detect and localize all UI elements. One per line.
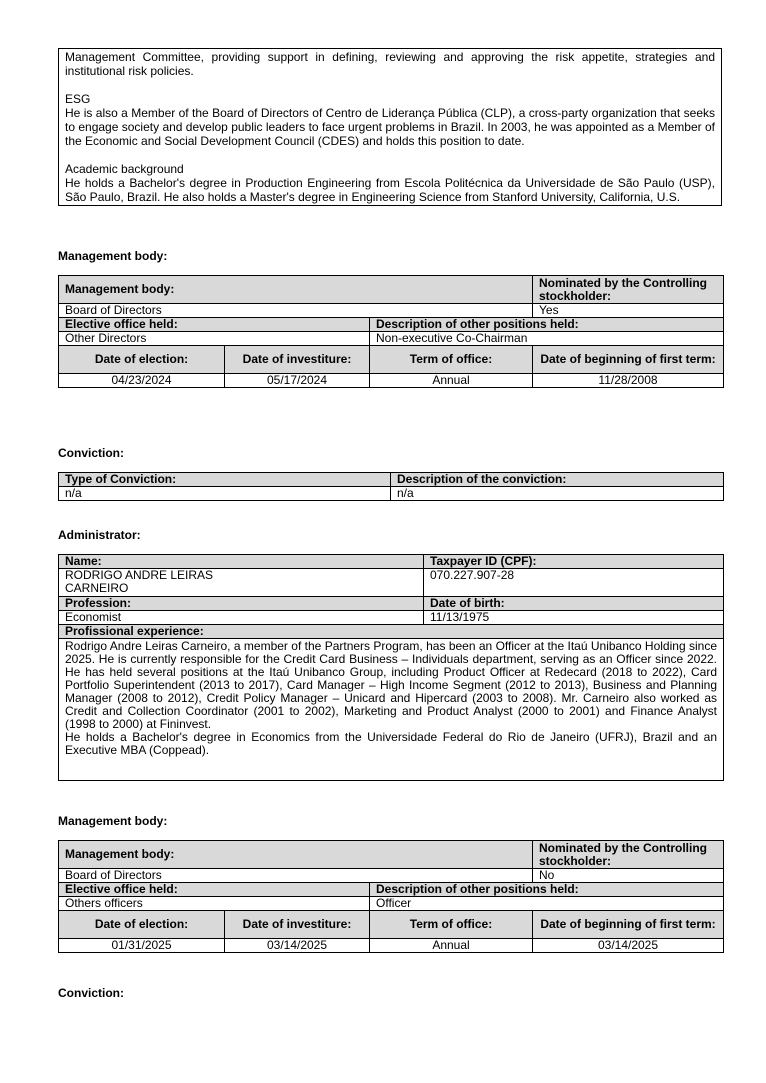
name-header: Name:: [59, 555, 424, 569]
nominated-value: No: [533, 869, 724, 883]
elective-office-value: Others officers: [59, 897, 370, 911]
term-header: Term of office:: [370, 911, 533, 939]
management-body-heading-2: Management body:: [58, 814, 168, 828]
academic-title: Academic background: [65, 162, 184, 176]
experience-text: Rodrigo Andre Leiras Carneiro, a member of the Partners Program, has been an Officer at the Itaú Unibanco Holding since 2025. He is currently responsible for the Credit Card Business – Individuals department, serving as an Officer since 2022. He has held several positions at the Itaú Unibanco Group, including Product Officer at Redecard (2018 to 2022), Card Portfolio Superintendent (2013 to 2017), Card Manager – High Income Segment (2012 to 2013), Business and Planning Manager (2008 to 2012), Credit Policy Manager – Unicard and Hipercard (2003 to 2008). Mr. Carneiro also worked as Credit and Collection Coordinator (2001 to 2002), Marketing and Product Analyst (2000 to 2001) and Finance Analyst (1998 to 2000) at Fininvest.: [65, 639, 717, 731]
administrator-table: [58, 554, 724, 781]
election-date-header: Date of election:: [59, 911, 225, 939]
management-body-value: Board of Directors: [59, 304, 533, 318]
elective-office-header: Elective office held:: [59, 883, 370, 897]
elective-office-value: Other Directors: [59, 332, 370, 346]
other-positions-header: Description of other positions held:: [370, 318, 724, 332]
term-value: Annual: [370, 374, 533, 388]
conviction-description-header: Description of the conviction:: [391, 473, 724, 487]
management-body-header: Management body:: [59, 276, 533, 304]
administrator-heading: Administrator:: [58, 528, 141, 542]
nominated-header: Nominated by the Controlling stockholder:: [533, 276, 724, 304]
election-date-value: 04/23/2024: [59, 374, 225, 388]
management-body-header: Management body:: [59, 841, 533, 869]
experience-header: Profissional experience:: [59, 625, 724, 639]
management-body-table-2: [58, 840, 724, 953]
name-value: RODRIGO ANDRE LEIRAS CARNEIRO: [59, 569, 424, 597]
election-date-value: 01/31/2025: [59, 939, 225, 953]
election-date-header: Date of election:: [59, 346, 225, 374]
esg-text: He is also a Member of the Board of Directors of Centro de Liderança Pública (CLP), a cross-party organization that seeks to engage society and develop public leaders to face urgent problems in Brazil. In 2003, he was appointed as a Member of the Economic and Social Development Council (CDES) and holds this position to date.: [65, 106, 715, 148]
academic-text: He holds a Bachelor's degree in Production Engineering from Escola Politécnica da Universidade de São Paulo (USP), São Paulo, Brazil. He also holds a Master's degree in Engineering Science from Stanford University, California, U.S.: [65, 176, 715, 204]
education-text: He holds a Bachelor's degree in Economics from the Universidade Federal do Rio de Janeiro (UFRJ), Brazil and an Executive MBA (Coppead).: [65, 730, 717, 757]
taxpayer-value: 070.227.907-28: [424, 569, 724, 597]
esg-title: ESG: [65, 92, 91, 106]
conviction-type-value: n/a: [59, 487, 391, 501]
investiture-date-header: Date of investiture:: [225, 346, 370, 374]
conviction-table: [58, 472, 724, 501]
investiture-date-value: 05/17/2024: [225, 374, 370, 388]
term-header: Term of office:: [370, 346, 533, 374]
other-positions-value: Non-executive Co-Chairman: [370, 332, 724, 346]
conviction-heading-2: Conviction:: [58, 986, 124, 1000]
profession-value: Economist: [59, 611, 424, 625]
conviction-heading: Conviction:: [58, 446, 124, 460]
management-body-table: [58, 275, 724, 388]
first-term-value: 11/28/2008: [533, 374, 724, 388]
investiture-date-header: Date of investiture:: [225, 911, 370, 939]
profession-header: Profession:: [59, 597, 424, 611]
birth-date-value: 11/13/1975: [424, 611, 724, 625]
bio-continuation-box: [58, 48, 722, 206]
nominated-header: Nominated by the Controlling stockholder:: [533, 841, 724, 869]
intro-paragraph: Management Committee, providing support in defining, reviewing and approving the risk appetite, strategies and institutional risk policies.: [65, 50, 715, 78]
elective-office-header: Elective office held:: [59, 318, 370, 332]
first-term-value: 03/14/2025: [533, 939, 724, 953]
taxpayer-header: Taxpayer ID (CPF):: [424, 555, 724, 569]
experience-value: [59, 639, 724, 781]
management-body-value: Board of Directors: [59, 869, 533, 883]
first-term-header: Date of beginning of first term:: [533, 346, 724, 374]
other-positions-header: Description of other positions held:: [370, 883, 724, 897]
first-term-header: Date of beginning of first term:: [533, 911, 724, 939]
term-value: Annual: [370, 939, 533, 953]
conviction-type-header: Type of Conviction:: [59, 473, 391, 487]
investiture-date-value: 03/14/2025: [225, 939, 370, 953]
nominated-value: Yes: [533, 304, 724, 318]
management-body-heading: Management body:: [58, 249, 168, 263]
birth-date-header: Date of birth:: [424, 597, 724, 611]
conviction-description-value: n/a: [391, 487, 724, 501]
other-positions-value: Officer: [370, 897, 724, 911]
